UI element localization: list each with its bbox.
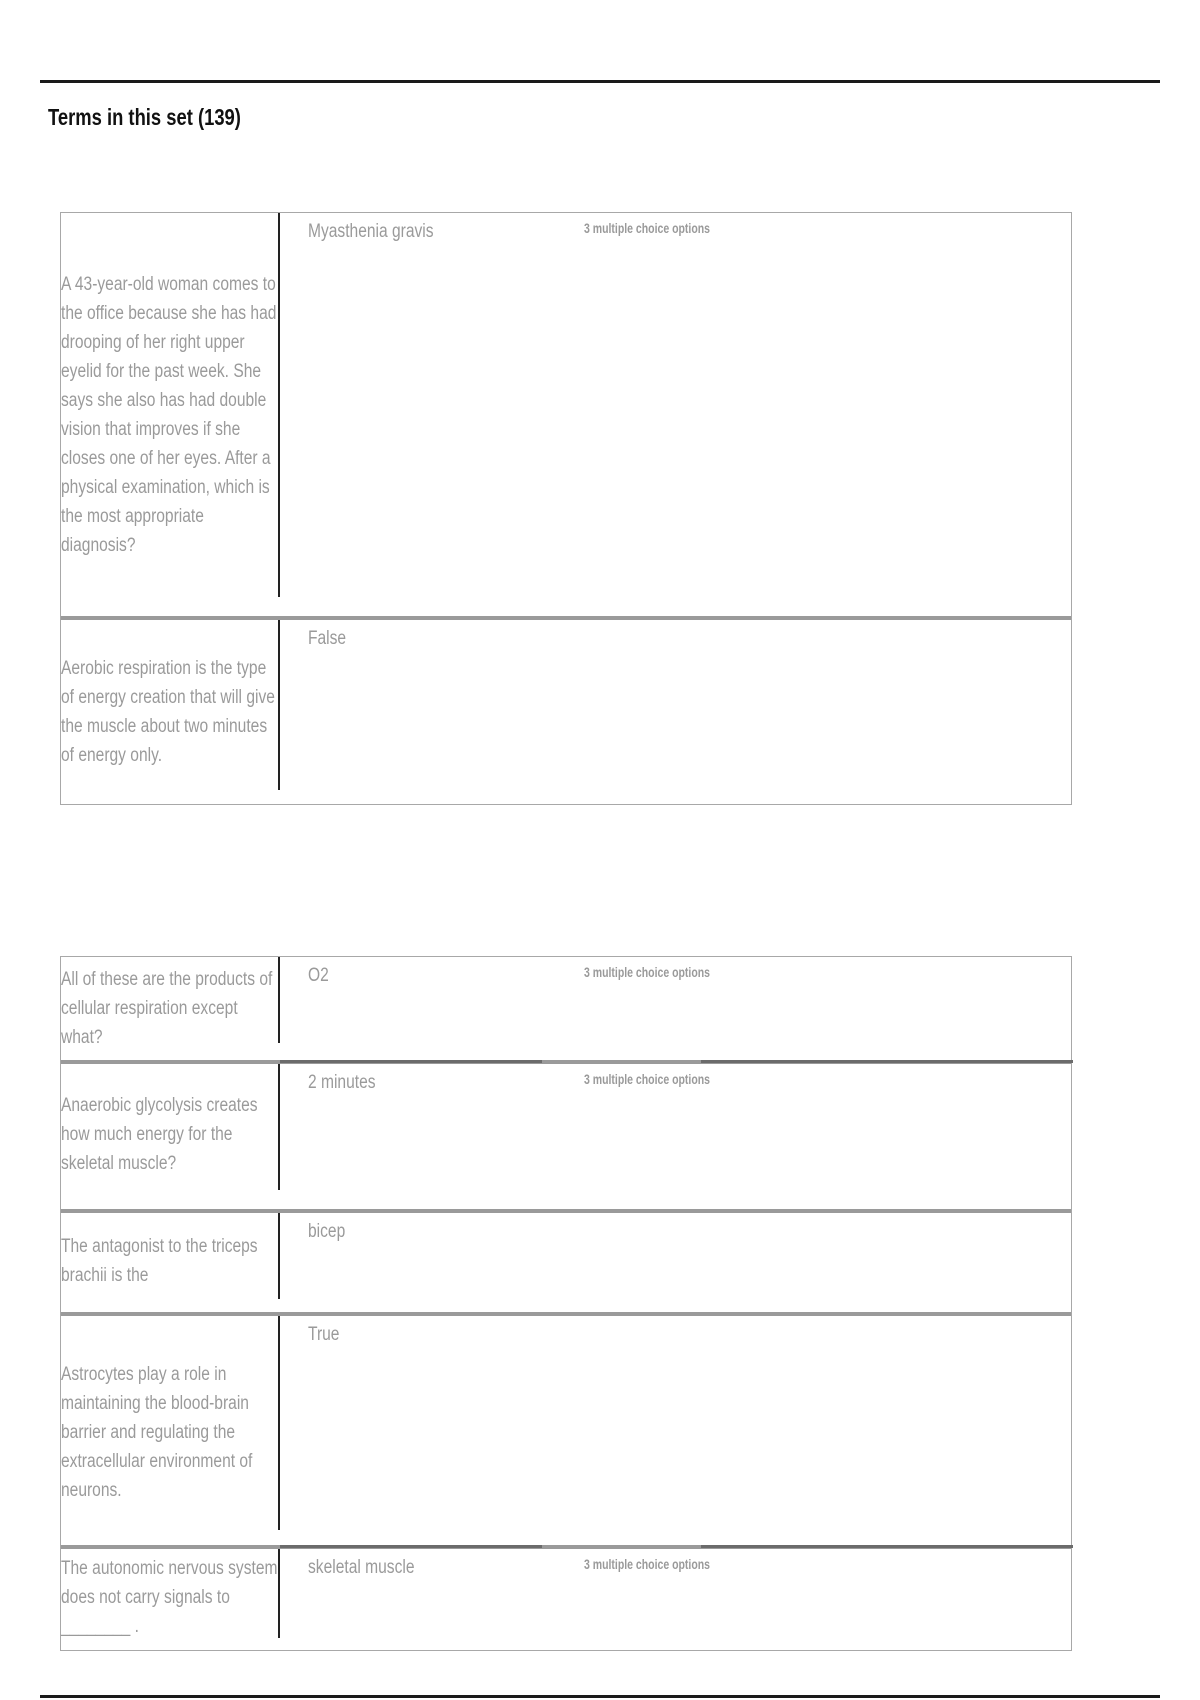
row-top-highlight [701, 1545, 1073, 1548]
row-divider [278, 1064, 280, 1190]
flashcard-row[interactable] [61, 957, 1071, 1060]
top-rule [40, 80, 1160, 83]
row-divider [278, 1549, 280, 1638]
term-text: All of these are the products of cellular respiration except what? [61, 969, 273, 1048]
multiple-choice-label: 3 multiple choice options [584, 1556, 711, 1572]
row-top-highlight [280, 1060, 542, 1063]
term-text: The antagonist to the triceps brachii is the [61, 1235, 258, 1286]
definition-text: O2 [308, 965, 329, 986]
definition-text: True [308, 1324, 340, 1345]
flashcard-row[interactable] [61, 213, 1071, 616]
row-divider [278, 1316, 280, 1530]
flashcard-row[interactable] [61, 1312, 1071, 1545]
flashcard-group-2 [60, 956, 1072, 1651]
bottom-rule [40, 1695, 1160, 1698]
definition-text: 2 minutes [308, 1072, 376, 1093]
multiple-choice-label: 3 multiple choice options [584, 1071, 711, 1087]
flashcard-row[interactable] [61, 616, 1071, 804]
set-title: Terms in this set (139) [48, 104, 241, 130]
row-divider [278, 1213, 280, 1299]
term-text: The autonomic nervous system does not carry signals to ________ . [61, 1557, 278, 1637]
row-divider [278, 213, 280, 597]
definition-text: bicep [308, 1221, 346, 1242]
flashcard-row[interactable] [61, 1545, 1071, 1650]
row-top-highlight [701, 1060, 1073, 1063]
row-divider [278, 620, 280, 790]
term-text: A 43-year-old woman comes to the office because she has had drooping of her right upper eyelid for the past week. She says she also has had double vision that improves if she closes one of her eyes. After a physical examination, which is the most appropriate diagnosis? [61, 273, 277, 556]
flashcard-group-1 [60, 212, 1072, 805]
term-text: Astrocytes play a role in maintaining the blood-brain barrier and regulating the extracellular environment of neurons. [61, 1364, 253, 1501]
definition-text: False [308, 628, 347, 649]
row-divider [278, 957, 280, 1043]
definition-text: Myasthenia gravis [308, 221, 434, 242]
definition-text: skeletal muscle [308, 1557, 415, 1578]
multiple-choice-label: 3 multiple choice options [584, 964, 711, 980]
multiple-choice-label: 3 multiple choice options [584, 220, 711, 236]
flashcard-row[interactable] [61, 1060, 1071, 1209]
flashcard-row[interactable] [61, 1209, 1071, 1312]
term-text: Anaerobic glycolysis creates how much energy for the skeletal muscle? [61, 1095, 258, 1174]
term-text: Aerobic respiration is the type of energy creation that will give the muscle about two minutes of energy only. [61, 658, 275, 766]
row-top-highlight [280, 1545, 542, 1548]
